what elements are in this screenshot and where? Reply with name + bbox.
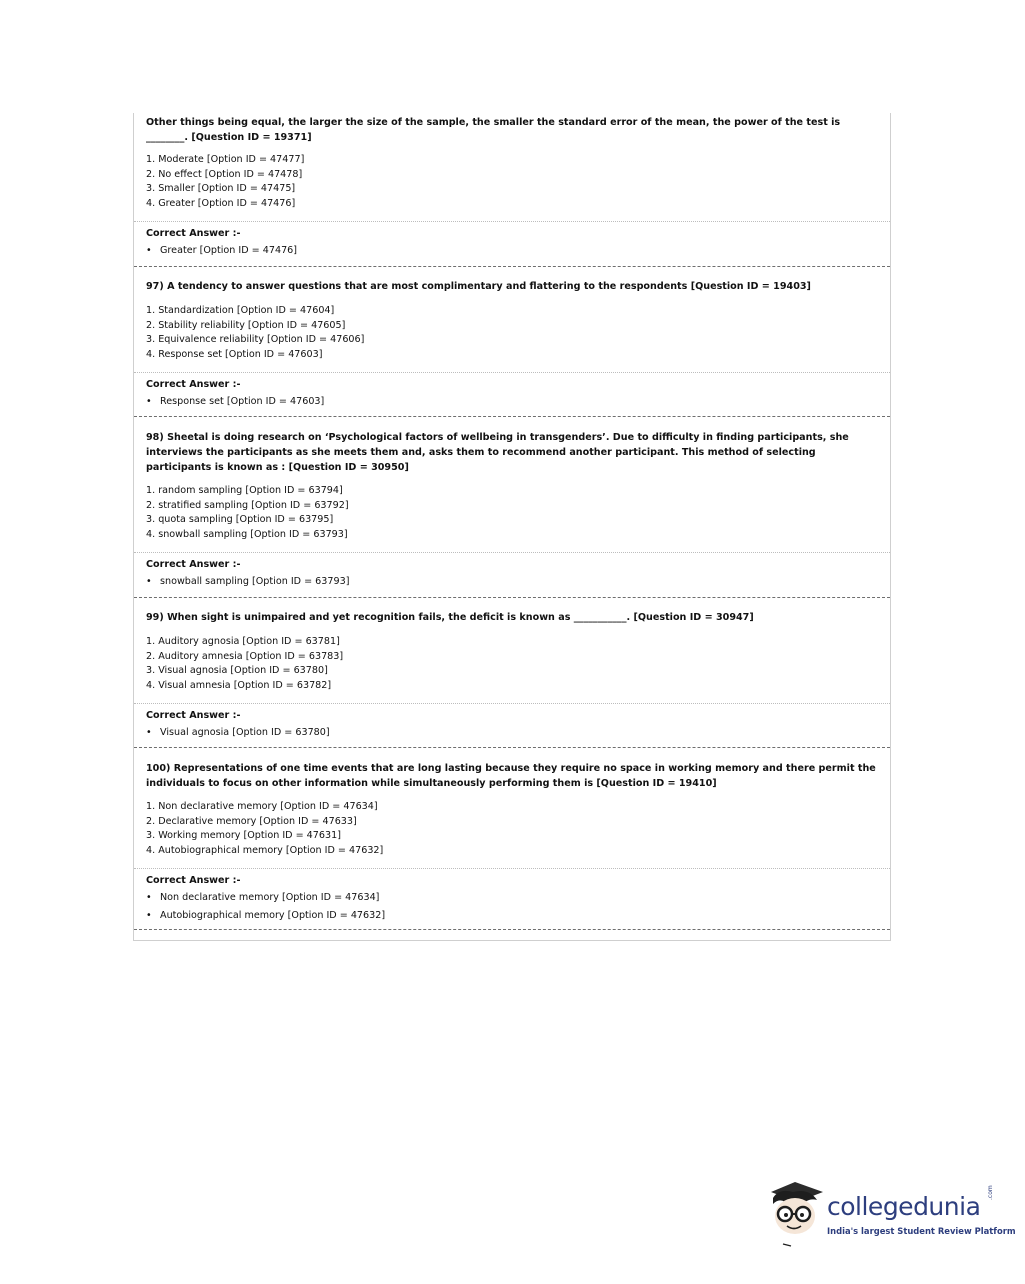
option-item: 1. Standardization [Option ID = 47604] bbox=[146, 305, 335, 316]
correct-answer-label: Correct Answer :- bbox=[146, 559, 241, 570]
question-97-text: 97) A tendency to answer questions that are most complimentary and flattering to the respondents [Question ID = 19403] bbox=[146, 281, 811, 292]
question-96-text: Other things being equal, the larger the size of the sample, the smaller the standard error of the mean, the power of the test is ________. [Question ID = 19371] bbox=[146, 117, 841, 143]
question-97-options bbox=[146, 304, 364, 362]
option-item: 3. Equivalence reliability [Option ID = 47606] bbox=[146, 334, 365, 346]
option-item: 2. Declarative memory [Option ID = 47633] bbox=[146, 815, 357, 827]
question-100-options bbox=[146, 800, 383, 858]
correct-answer-label: Correct Answer :- bbox=[146, 710, 241, 721]
question-99-options bbox=[146, 635, 343, 693]
correct-answer-label: Correct Answer :- bbox=[146, 875, 241, 886]
question-separator bbox=[134, 416, 890, 417]
option-item: 3. Working memory [Option ID = 47631] bbox=[146, 830, 341, 842]
option-item: 1. Moderate [Option ID = 47477] bbox=[146, 154, 305, 165]
correct-answer-item: • Response set [Option ID = 47603] bbox=[146, 396, 325, 407]
logo-com: .com bbox=[987, 1185, 994, 1200]
question-paper-frame bbox=[133, 113, 891, 941]
correct-answer-item: • Autobiographical memory [Option ID = 47632] bbox=[146, 910, 386, 921]
divider bbox=[134, 372, 890, 373]
logo-tagline: India's largest Student Review Platform bbox=[827, 1226, 1016, 1236]
question-separator bbox=[134, 929, 890, 930]
question-98-text: 98) Sheetal is doing research on ‘Psychological factors of wellbeing in transgenders’. Due to difficulty in finding participants, she interviews the participants as she meets them and, asks them to recommend another participant. This method of selecting participants is known as : [Question ID = 30950] bbox=[146, 432, 849, 473]
option-item: 4. snowball sampling [Option ID = 63793] bbox=[146, 528, 348, 540]
divider bbox=[134, 221, 890, 222]
question-100-text: 100) Representations of one time events that are long lasting because they require no space in working memory and there permit the individuals to focus on other information while simultaneously performing them is [Question ID = 19410] bbox=[146, 763, 876, 789]
logo-wordmark: collegedunia bbox=[827, 1192, 981, 1221]
option-item: 4. Visual amnesia [Option ID = 63782] bbox=[146, 679, 332, 691]
mascot-icon bbox=[765, 1176, 827, 1250]
option-item: 4. Response set [Option ID = 47603] bbox=[146, 348, 323, 360]
option-item: 2. Auditory amnesia [Option ID = 63783] bbox=[146, 650, 344, 662]
option-item: 4. Autobiographical memory [Option ID = 47632] bbox=[146, 844, 384, 856]
option-item: 1. Auditory agnosia [Option ID = 63781] bbox=[146, 636, 340, 647]
divider bbox=[134, 552, 890, 553]
option-item: 1. Non declarative memory [Option ID = 47634] bbox=[146, 801, 378, 812]
option-item: 3. Visual agnosia [Option ID = 63780] bbox=[146, 665, 328, 677]
correct-answer-label: Correct Answer :- bbox=[146, 379, 241, 390]
divider bbox=[134, 703, 890, 704]
correct-answer-item: • Non declarative memory [Option ID = 47634] bbox=[146, 892, 380, 903]
question-separator bbox=[134, 266, 890, 267]
option-item: 3. Smaller [Option ID = 47475] bbox=[146, 183, 296, 195]
correct-answer-item: • Visual agnosia [Option ID = 63780] bbox=[146, 727, 330, 738]
question-96-options bbox=[146, 153, 304, 211]
correct-answer-item: • snowball sampling [Option ID = 63793] bbox=[146, 576, 350, 587]
question-99-text: 99) When sight is unimpaired and yet recognition fails, the deficit is known as ___________. [Question ID = 30947] bbox=[146, 612, 754, 623]
question-separator bbox=[134, 747, 890, 748]
option-item: 4. Greater [Option ID = 47476] bbox=[146, 197, 296, 209]
divider bbox=[134, 868, 890, 869]
option-item: 2. No effect [Option ID = 47478] bbox=[146, 168, 303, 180]
question-98-options bbox=[146, 484, 349, 542]
collegedunia-logo bbox=[765, 1176, 1016, 1250]
correct-answer-item: • Greater [Option ID = 47476] bbox=[146, 245, 298, 256]
correct-answer-label: Correct Answer :- bbox=[146, 228, 241, 239]
option-item: 3. quota sampling [Option ID = 63795] bbox=[146, 514, 334, 526]
option-item: 2. Stability reliability [Option ID = 47605] bbox=[146, 319, 346, 331]
option-item: 1. random sampling [Option ID = 63794] bbox=[146, 485, 343, 496]
option-item: 2. stratified sampling [Option ID = 63792] bbox=[146, 499, 349, 511]
question-separator bbox=[134, 597, 890, 598]
